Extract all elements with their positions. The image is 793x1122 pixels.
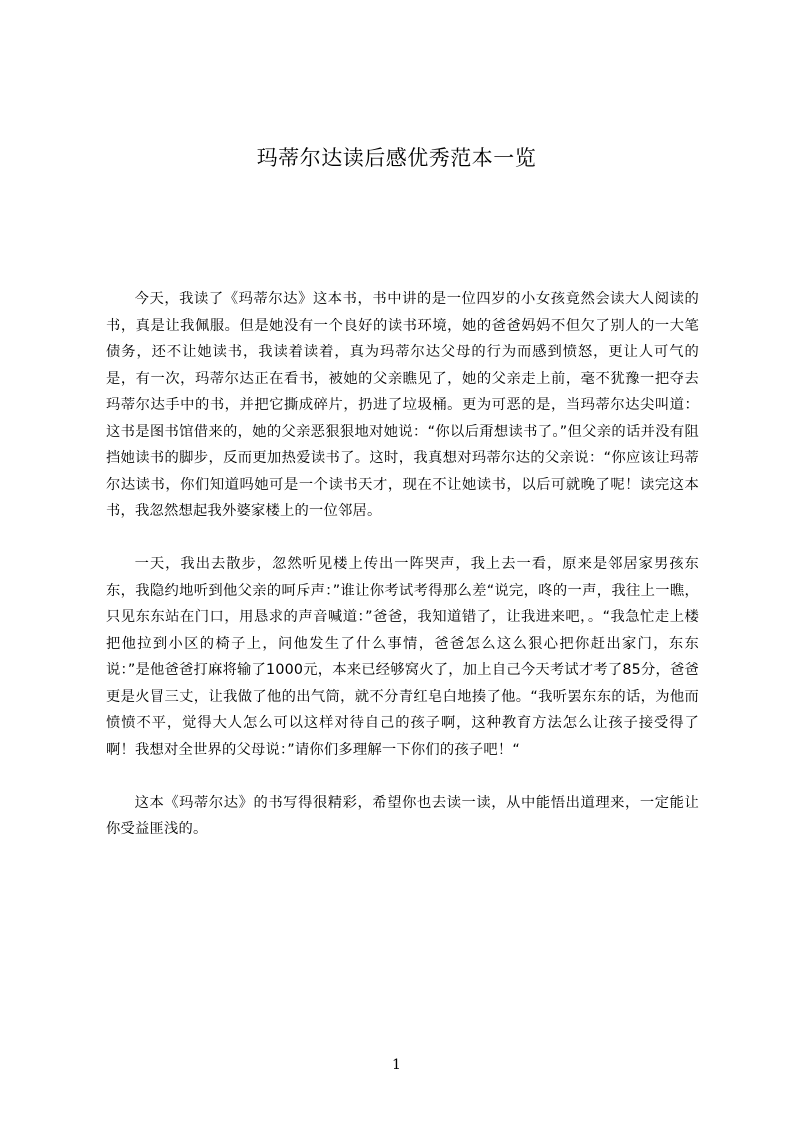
page-title: 玛蒂尔达读后感优秀范本一览 — [256, 146, 537, 170]
paragraph-1: 今天，我读了《玛蒂尔达》这本书，书中讲的是一位四岁的小女孩竟然会读大人阅读的书，真是让我佩服。但是她没有一个良好的读书环境，她的爸爸妈妈不但欠了别人的一大笔债务，还不让她读书，我读着读着，真为玛蒂尔达父母的行为而感到愤怒，更让人可气的是，有一次，玛蒂尔达正在看书，被她的父亲瞧见了，她的父亲走上前，毫不犹豫一把夺去玛蒂尔达手中的书，并把它撕成碎片，扔进了垃圾桶。更为可恶的是，当玛蒂尔达尖叫道：这书是图书馆借来的，她的父亲恶狠狠地对她说：“你以后甭想读书了。”但父亲的话并没有阻挡她读书的脚步，反而更加热爱读书了。这时，我真想对玛蒂尔达的父亲说：“你应该让玛蒂尔达读书，你们知道吗她可是一个读书天才，现在不让她读书，以后可就晚了呢！读完这本书，我忽然想起我外婆家楼上的一位邻居。 — [106, 291, 699, 519]
page-number: 1 — [392, 1057, 401, 1073]
document-body — [106, 286, 699, 843]
paragraph-spacer — [106, 525, 699, 552]
paragraph-2: 一天，我出去散步，忽然听见楼上传出一阵哭声，我上去一看，原来是邻居家男孩东东，我隐约地听到他父亲的呵斥声：”谁让你考试考得那么差“说完，咚的一声，我往上一瞧，只见东东站在门口，用恳求的声音喊道：”爸爸，我知道错了，让我进来吧，。“我急忙走上楼把他拉到小区的椅子上，问他发生了什么事情，爸爸怎么这么狠心把你赶出家门，东东说：”是他爸爸打麻将输了1000元，本来已经够窝火了，加上自己今天考试才考了85分，爸爸更是火冒三丈，让我做了他的出气筒，就不分青红皂白地揍了他。“我听罢东东的话，为他而愤愤不平，觉得大人怎么可以这样对待自己的孩子啊，这种教育方法怎么让孩子接受得了啊！我想对全世界的父母说：”请你们多理解一下你们的孩子吧！“ — [106, 556, 699, 758]
paragraph-3: 这本《玛蒂尔达》的书写得很精彩，希望你也去读一读，从中能悟出道理来，一定能让你受益匪浅的。 — [106, 794, 699, 837]
paragraph-spacer — [106, 763, 699, 790]
